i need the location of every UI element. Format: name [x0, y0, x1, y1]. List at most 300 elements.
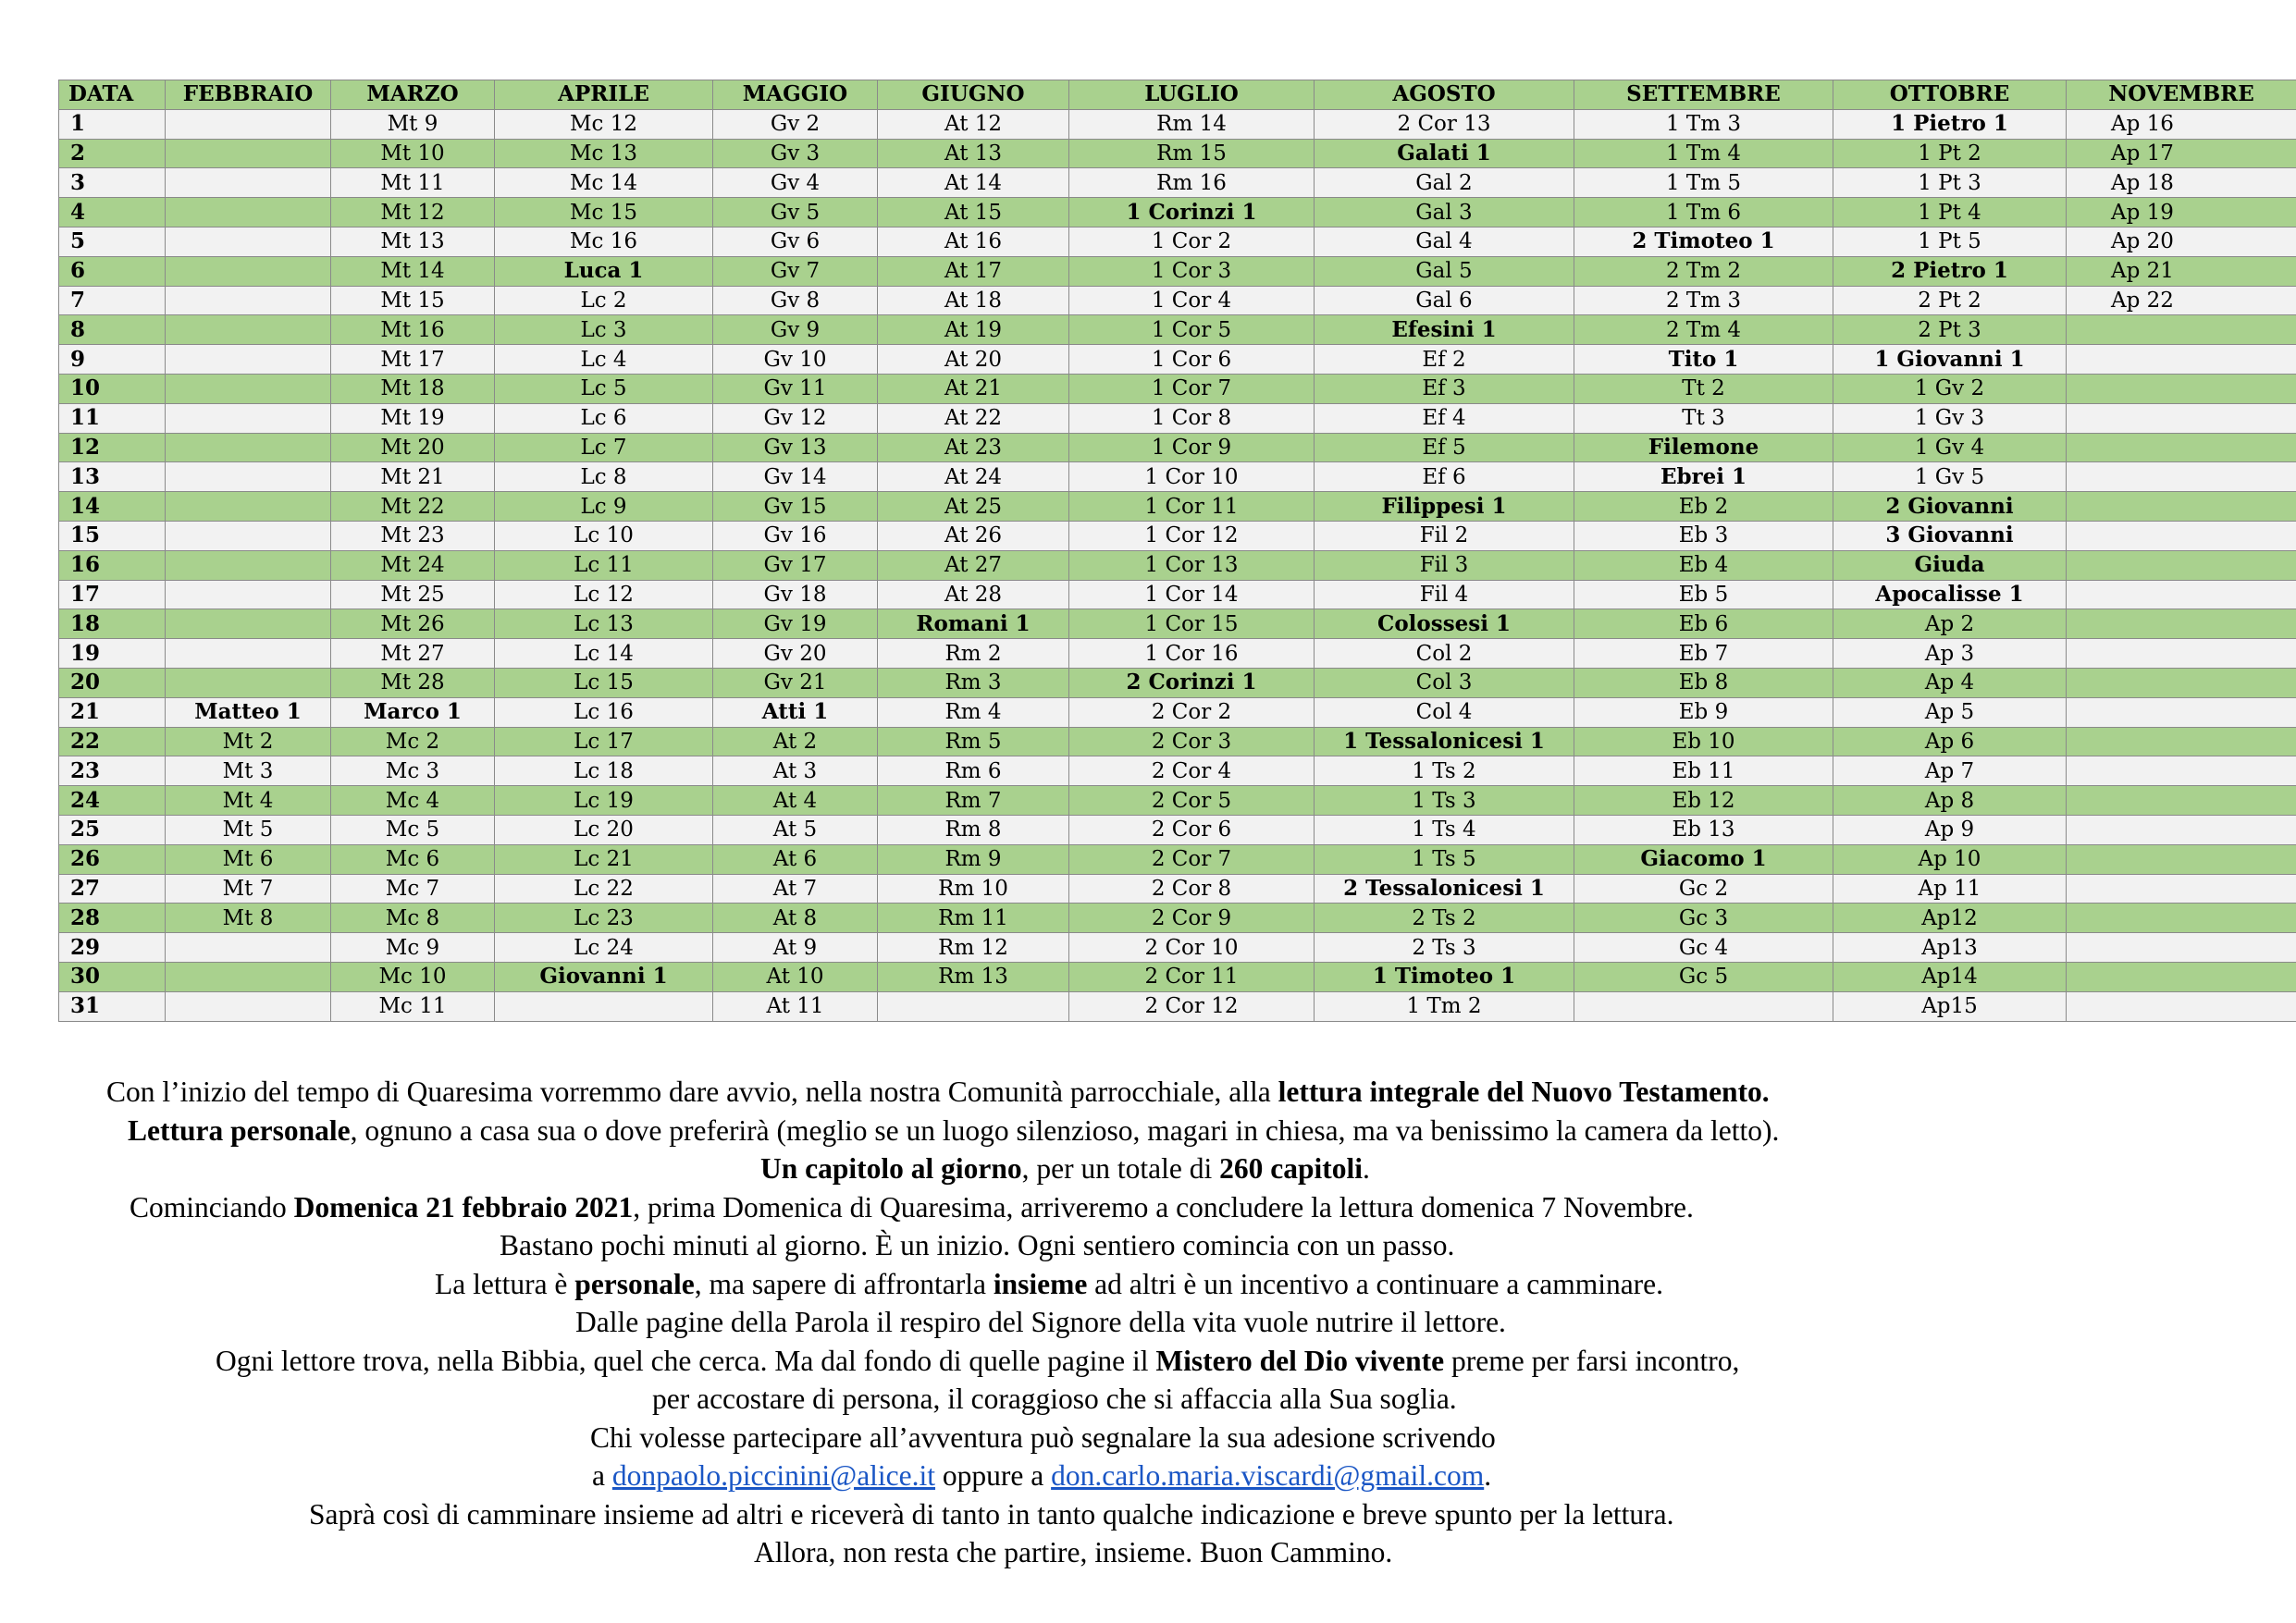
body-text: Con l’inizio del tempo di Quaresima vorremmo dare avvio, nella nostra Comunità parrocchiale, alla	[106, 1076, 1278, 1108]
reading-cell-luglio: 2 Cor 5	[1069, 786, 1315, 816]
reading-cell-marzo: Mt 22	[331, 492, 495, 522]
reading-cell-ottobre: Ap 10	[1833, 844, 2067, 874]
reading-cell-luglio: Rm 14	[1069, 109, 1315, 139]
reading-cell-luglio: 2 Cor 3	[1069, 727, 1315, 756]
emphasis-text: insieme	[993, 1267, 1088, 1300]
reading-cell-marzo: Mt 15	[331, 286, 495, 315]
reading-cell-marzo: Mt 13	[331, 227, 495, 256]
body-text: ad altri è un incentivo a continuare a camminare.	[1087, 1267, 1664, 1300]
reading-cell-novembre	[2067, 609, 2296, 639]
reading-cell-aprile: Lc 21	[495, 844, 713, 874]
reading-cell-aprile: Lc 22	[495, 874, 713, 904]
reading-cell-marzo: Mt 9	[331, 109, 495, 139]
email-link[interactable]: don.carlo.maria.viscardi@gmail.com	[1051, 1459, 1485, 1492]
reading-cell-maggio: Gv 4	[713, 168, 878, 198]
reading-cell-ottobre: Ap13	[1833, 933, 2067, 963]
reading-cell-giugno: At 27	[878, 550, 1069, 580]
announcement-line	[0, 1073, 2296, 1112]
body-text: , ma sapere di affrontarla	[694, 1267, 994, 1300]
day-number: 7	[59, 286, 166, 315]
reading-cell-aprile: Lc 4	[495, 345, 713, 375]
body-text: La lettura è	[435, 1267, 575, 1300]
reading-cell-novembre	[2067, 580, 2296, 609]
reading-cell-febbraio	[166, 433, 331, 462]
reading-cell-agosto: Colossesi 1	[1315, 609, 1574, 639]
announcement-line	[0, 1457, 2296, 1495]
reading-cell-settembre: 2 Timoteo 1	[1574, 227, 1833, 256]
reading-cell-luglio: 1 Cor 9	[1069, 433, 1315, 462]
reading-cell-luglio: 2 Cor 8	[1069, 874, 1315, 904]
reading-cell-giugno: At 19	[878, 315, 1069, 345]
reading-cell-febbraio	[166, 198, 331, 227]
reading-cell-febbraio	[166, 580, 331, 609]
emphasis-text: Domenica 21 febbraio 2021	[293, 1190, 634, 1223]
body-text: , per un totale di	[1021, 1152, 1220, 1185]
day-number: 19	[59, 639, 166, 669]
reading-cell-marzo: Mc 2	[331, 727, 495, 756]
column-header-giugno: GIUGNO	[878, 80, 1069, 110]
reading-cell-settembre: Eb 5	[1574, 580, 1833, 609]
reading-cell-luglio: 2 Cor 9	[1069, 904, 1315, 933]
reading-cell-febbraio: Mt 7	[166, 874, 331, 904]
reading-cell-agosto: Ef 6	[1315, 462, 1574, 492]
table-row	[59, 345, 2296, 375]
body-text: .	[1362, 1152, 1370, 1185]
body-text: preme per farsi incontro,	[1444, 1344, 1740, 1377]
day-number: 24	[59, 786, 166, 816]
reading-cell-novembre	[2067, 433, 2296, 462]
reading-cell-agosto: 2 Cor 13	[1315, 109, 1574, 139]
reading-cell-febbraio: Mt 3	[166, 756, 331, 786]
body-text: Saprà così di camminare insieme ad altri e riceverà di tanto in tanto qualche indicazione e breve spunto per la lettura.	[309, 1497, 1674, 1531]
reading-cell-agosto: Ef 5	[1315, 433, 1574, 462]
reading-cell-maggio: Gv 8	[713, 286, 878, 315]
reading-cell-giugno: Rm 8	[878, 815, 1069, 844]
reading-cell-ottobre: 1 Giovanni 1	[1833, 345, 2067, 375]
reading-cell-agosto: Col 4	[1315, 697, 1574, 727]
reading-cell-febbraio: Mt 4	[166, 786, 331, 816]
announcement-line	[0, 1419, 2296, 1457]
reading-cell-luglio: Rm 15	[1069, 139, 1315, 168]
emphasis-text: personale	[574, 1267, 695, 1300]
reading-cell-aprile: Lc 8	[495, 462, 713, 492]
reading-cell-ottobre: 1 Gv 5	[1833, 462, 2067, 492]
reading-cell-aprile: Luca 1	[495, 256, 713, 286]
reading-cell-maggio: At 4	[713, 786, 878, 816]
reading-cell-giugno: Rm 4	[878, 697, 1069, 727]
reading-cell-settembre: Ebrei 1	[1574, 462, 1833, 492]
column-header-aprile: APRILE	[495, 80, 713, 110]
reading-cell-febbraio	[166, 609, 331, 639]
announcement-line	[0, 1112, 2296, 1150]
reading-cell-maggio: Atti 1	[713, 697, 878, 727]
table-row	[59, 521, 2296, 550]
column-header-data: DATA	[59, 80, 166, 110]
reading-cell-febbraio	[166, 991, 331, 1021]
table-row	[59, 403, 2296, 433]
reading-cell-marzo: Mc 5	[331, 815, 495, 844]
reading-cell-novembre	[2067, 345, 2296, 375]
reading-cell-maggio: At 9	[713, 933, 878, 963]
reading-cell-aprile: Lc 9	[495, 492, 713, 522]
reading-cell-aprile: Lc 3	[495, 315, 713, 345]
reading-cell-febbraio	[166, 639, 331, 669]
reading-cell-novembre	[2067, 874, 2296, 904]
reading-cell-luglio: 1 Cor 5	[1069, 315, 1315, 345]
day-number: 3	[59, 168, 166, 198]
day-number: 28	[59, 904, 166, 933]
reading-cell-novembre	[2067, 962, 2296, 991]
reading-cell-agosto: 1 Tessalonicesi 1	[1315, 727, 1574, 756]
reading-cell-giugno: Rm 6	[878, 756, 1069, 786]
reading-cell-febbraio	[166, 286, 331, 315]
reading-cell-aprile: Lc 11	[495, 550, 713, 580]
table-row	[59, 256, 2296, 286]
reading-cell-ottobre: Ap 6	[1833, 727, 2067, 756]
reading-cell-agosto: 1 Tm 2	[1315, 991, 1574, 1021]
body-text: , ognuno a casa sua o dove preferirà (meglio se un luogo silenzioso, magari in chiesa, ma va benissimo la camera da letto).	[350, 1113, 1780, 1147]
reading-cell-giugno: Rm 7	[878, 786, 1069, 816]
day-number: 20	[59, 668, 166, 697]
reading-cell-maggio: Gv 9	[713, 315, 878, 345]
reading-cell-aprile: Lc 20	[495, 815, 713, 844]
column-header-maggio: MAGGIO	[713, 80, 878, 110]
reading-cell-ottobre: Giuda	[1833, 550, 2067, 580]
reading-cell-luglio: 2 Cor 10	[1069, 933, 1315, 963]
reading-cell-novembre: Ap 17	[2067, 139, 2296, 168]
reading-cell-aprile: Lc 23	[495, 904, 713, 933]
reading-cell-novembre	[2067, 904, 2296, 933]
table-row	[59, 727, 2296, 756]
reading-cell-marzo: Mt 25	[331, 580, 495, 609]
reading-cell-luglio: 1 Cor 3	[1069, 256, 1315, 286]
day-number: 8	[59, 315, 166, 345]
column-header-luglio: LUGLIO	[1069, 80, 1315, 110]
table-row	[59, 550, 2296, 580]
reading-cell-marzo: Mc 7	[331, 874, 495, 904]
reading-cell-maggio: Gv 14	[713, 462, 878, 492]
reading-cell-febbraio: Mt 6	[166, 844, 331, 874]
reading-cell-giugno: At 22	[878, 403, 1069, 433]
reading-cell-luglio: 1 Cor 8	[1069, 403, 1315, 433]
reading-cell-settembre: Tito 1	[1574, 345, 1833, 375]
reading-cell-giugno: At 23	[878, 433, 1069, 462]
reading-cell-agosto: Col 2	[1315, 639, 1574, 669]
reading-cell-settembre: Eb 7	[1574, 639, 1833, 669]
reading-cell-novembre	[2067, 815, 2296, 844]
reading-cell-aprile: Lc 14	[495, 639, 713, 669]
reading-cell-settembre: 1 Tm 4	[1574, 139, 1833, 168]
reading-cell-aprile: Mc 13	[495, 139, 713, 168]
reading-cell-ottobre: 2 Pt 3	[1833, 315, 2067, 345]
reading-cell-aprile: Lc 12	[495, 580, 713, 609]
reading-cell-agosto: Col 3	[1315, 668, 1574, 697]
reading-cell-ottobre: 1 Pt 3	[1833, 168, 2067, 198]
table-row	[59, 139, 2296, 168]
reading-cell-febbraio	[166, 492, 331, 522]
reading-cell-giugno: At 20	[878, 345, 1069, 375]
reading-cell-agosto: 1 Timoteo 1	[1315, 962, 1574, 991]
reading-cell-marzo: Mt 19	[331, 403, 495, 433]
table-row	[59, 844, 2296, 874]
reading-cell-febbraio	[166, 227, 331, 256]
reading-cell-maggio: Gv 5	[713, 198, 878, 227]
reading-cell-giugno: Rm 9	[878, 844, 1069, 874]
column-header-ottobre: OTTOBRE	[1833, 80, 2067, 110]
reading-cell-febbraio	[166, 521, 331, 550]
reading-cell-agosto: 2 Ts 2	[1315, 904, 1574, 933]
reading-cell-novembre	[2067, 315, 2296, 345]
reading-cell-giugno: At 28	[878, 580, 1069, 609]
reading-cell-novembre	[2067, 374, 2296, 403]
reading-cell-agosto: Ef 3	[1315, 374, 1574, 403]
reading-cell-maggio: Gv 12	[713, 403, 878, 433]
reading-cell-marzo: Mc 3	[331, 756, 495, 786]
reading-cell-maggio: At 11	[713, 991, 878, 1021]
table-row	[59, 168, 2296, 198]
body-text: Dalle pagine della Parola il respiro del Signore della vita vuole nutrire il lettore.	[575, 1306, 1506, 1338]
day-number: 29	[59, 933, 166, 963]
reading-cell-giugno: At 13	[878, 139, 1069, 168]
reading-cell-aprile: Giovanni 1	[495, 962, 713, 991]
reading-cell-novembre	[2067, 550, 2296, 580]
announcement-line	[0, 1150, 2296, 1188]
day-number: 1	[59, 109, 166, 139]
announcement-line	[0, 1303, 2296, 1342]
reading-cell-settembre: 2 Tm 4	[1574, 315, 1833, 345]
reading-cell-marzo: Mt 24	[331, 550, 495, 580]
reading-cell-agosto: Ef 4	[1315, 403, 1574, 433]
reading-cell-novembre: Ap 19	[2067, 198, 2296, 227]
reading-cell-giugno: At 15	[878, 198, 1069, 227]
reading-cell-ottobre: 1 Pt 4	[1833, 198, 2067, 227]
reading-cell-agosto: Galati 1	[1315, 139, 1574, 168]
body-text: Chi volesse partecipare all’avventura può segnalare la sua adesione scrivendo	[590, 1420, 1496, 1454]
reading-cell-agosto: 2 Ts 3	[1315, 933, 1574, 963]
reading-cell-novembre: Ap 20	[2067, 227, 2296, 256]
reading-cell-luglio: Rm 16	[1069, 168, 1315, 198]
reading-cell-ottobre: Apocalisse 1	[1833, 580, 2067, 609]
reading-cell-novembre	[2067, 933, 2296, 963]
body-text: a	[592, 1459, 612, 1492]
reading-cell-giugno: Rm 12	[878, 933, 1069, 963]
body-text: Ogni lettore trova, nella Bibbia, quel che cerca. Ma dal fondo di quelle pagine il	[216, 1344, 1156, 1377]
reading-cell-giugno: Romani 1	[878, 609, 1069, 639]
reading-cell-novembre	[2067, 844, 2296, 874]
reading-cell-ottobre: Ap14	[1833, 962, 2067, 991]
reading-cell-luglio: 1 Cor 11	[1069, 492, 1315, 522]
table-row	[59, 109, 2296, 139]
table-header-row	[59, 80, 2296, 110]
reading-cell-agosto: Fil 2	[1315, 521, 1574, 550]
table-row	[59, 668, 2296, 697]
reading-cell-novembre	[2067, 639, 2296, 669]
reading-cell-aprile	[495, 991, 713, 1021]
reading-cell-marzo: Mt 21	[331, 462, 495, 492]
reading-cell-febbraio	[166, 668, 331, 697]
reading-cell-maggio: Gv 21	[713, 668, 878, 697]
reading-cell-ottobre: Ap 2	[1833, 609, 2067, 639]
reading-cell-giugno: At 24	[878, 462, 1069, 492]
reading-cell-novembre	[2067, 786, 2296, 816]
reading-cell-settembre: 2 Tm 3	[1574, 286, 1833, 315]
reading-cell-aprile: Lc 16	[495, 697, 713, 727]
reading-cell-maggio: Gv 13	[713, 433, 878, 462]
reading-cell-ottobre: Ap 8	[1833, 786, 2067, 816]
column-header-agosto: AGOSTO	[1315, 80, 1574, 110]
day-number: 17	[59, 580, 166, 609]
reading-cell-maggio: Gv 11	[713, 374, 878, 403]
reading-cell-ottobre: 3 Giovanni	[1833, 521, 2067, 550]
table-row	[59, 933, 2296, 963]
reading-cell-aprile: Mc 14	[495, 168, 713, 198]
reading-cell-settembre: Gc 3	[1574, 904, 1833, 933]
body-text: .	[1484, 1459, 1492, 1492]
reading-cell-maggio: At 2	[713, 727, 878, 756]
reading-cell-marzo: Mt 20	[331, 433, 495, 462]
reading-cell-ottobre: Ap 3	[1833, 639, 2067, 669]
reading-cell-febbraio	[166, 315, 331, 345]
reading-cell-maggio: At 8	[713, 904, 878, 933]
reading-cell-marzo: Mc 10	[331, 962, 495, 991]
reading-cell-giugno: Rm 11	[878, 904, 1069, 933]
body-text: oppure a	[935, 1459, 1052, 1492]
reading-cell-maggio: Gv 16	[713, 521, 878, 550]
day-number: 14	[59, 492, 166, 522]
table-row	[59, 756, 2296, 786]
day-number: 27	[59, 874, 166, 904]
reading-cell-settembre: Eb 12	[1574, 786, 1833, 816]
reading-cell-ottobre: Ap 9	[1833, 815, 2067, 844]
reading-cell-febbraio	[166, 374, 331, 403]
reading-cell-febbraio	[166, 109, 331, 139]
reading-cell-luglio: 1 Cor 10	[1069, 462, 1315, 492]
reading-cell-giugno: Rm 3	[878, 668, 1069, 697]
reading-cell-marzo: Mt 12	[331, 198, 495, 227]
reading-cell-marzo: Mt 17	[331, 345, 495, 375]
reading-cell-febbraio	[166, 168, 331, 198]
reading-cell-febbraio	[166, 256, 331, 286]
reading-cell-luglio: 1 Cor 12	[1069, 521, 1315, 550]
reading-cell-settembre: 1 Tm 3	[1574, 109, 1833, 139]
reading-cell-agosto: Gal 2	[1315, 168, 1574, 198]
reading-cell-aprile: Lc 6	[495, 403, 713, 433]
reading-cell-marzo: Mt 28	[331, 668, 495, 697]
reading-cell-giugno	[878, 991, 1069, 1021]
reading-cell-settembre: Eb 6	[1574, 609, 1833, 639]
table-row	[59, 639, 2296, 669]
day-number: 4	[59, 198, 166, 227]
reading-cell-febbraio	[166, 139, 331, 168]
reading-cell-aprile: Lc 15	[495, 668, 713, 697]
reading-cell-giugno: Rm 5	[878, 727, 1069, 756]
reading-cell-aprile: Lc 5	[495, 374, 713, 403]
reading-cell-novembre: Ap 21	[2067, 256, 2296, 286]
reading-cell-maggio: Gv 6	[713, 227, 878, 256]
reading-cell-maggio: Gv 15	[713, 492, 878, 522]
reading-cell-aprile: Mc 16	[495, 227, 713, 256]
reading-cell-aprile: Lc 7	[495, 433, 713, 462]
table-row	[59, 286, 2296, 315]
announcement-line	[0, 1226, 2296, 1265]
reading-calendar-table	[58, 80, 2296, 1022]
reading-cell-agosto: Gal 3	[1315, 198, 1574, 227]
reading-cell-ottobre: Ap15	[1833, 991, 2067, 1021]
emphasis-text: lettura integrale del Nuovo Testamento.	[1278, 1076, 1770, 1108]
reading-cell-ottobre: Ap 11	[1833, 874, 2067, 904]
reading-cell-giugno: At 17	[878, 256, 1069, 286]
reading-cell-febbraio: Mt 5	[166, 815, 331, 844]
reading-cell-febbraio	[166, 550, 331, 580]
column-header-novembre: NOVEMBRE	[2067, 80, 2296, 110]
table-row	[59, 962, 2296, 991]
reading-cell-luglio: 1 Cor 7	[1069, 374, 1315, 403]
reading-cell-settembre: 1 Tm 6	[1574, 198, 1833, 227]
reading-cell-marzo: Mc 6	[331, 844, 495, 874]
day-number: 25	[59, 815, 166, 844]
reading-cell-settembre: 1 Tm 5	[1574, 168, 1833, 198]
reading-cell-luglio: 1 Cor 13	[1069, 550, 1315, 580]
reading-cell-agosto: Gal 5	[1315, 256, 1574, 286]
announcement-line	[0, 1380, 2296, 1419]
reading-cell-maggio: At 3	[713, 756, 878, 786]
reading-cell-novembre	[2067, 727, 2296, 756]
reading-cell-luglio: 2 Cor 12	[1069, 991, 1315, 1021]
reading-cell-maggio: At 10	[713, 962, 878, 991]
reading-cell-aprile: Lc 2	[495, 286, 713, 315]
reading-cell-giugno: At 26	[878, 521, 1069, 550]
day-number: 10	[59, 374, 166, 403]
reading-cell-aprile: Mc 15	[495, 198, 713, 227]
day-number: 11	[59, 403, 166, 433]
announcement-line	[0, 1533, 2296, 1572]
reading-cell-settembre: Eb 13	[1574, 815, 1833, 844]
reading-cell-luglio: 2 Cor 11	[1069, 962, 1315, 991]
reading-cell-novembre	[2067, 492, 2296, 522]
body-text: Bastano pochi minuti al giorno. È un inizio. Ogni sentiero comincia con un passo.	[500, 1229, 1455, 1261]
day-number: 9	[59, 345, 166, 375]
reading-cell-luglio: 2 Cor 6	[1069, 815, 1315, 844]
table-row	[59, 315, 2296, 345]
reading-cell-giugno: At 18	[878, 286, 1069, 315]
reading-cell-giugno: At 14	[878, 168, 1069, 198]
reading-cell-settembre: Eb 11	[1574, 756, 1833, 786]
reading-cell-agosto: Fil 4	[1315, 580, 1574, 609]
reading-cell-luglio: 1 Cor 14	[1069, 580, 1315, 609]
reading-cell-marzo: Mt 16	[331, 315, 495, 345]
reading-cell-agosto: Gal 4	[1315, 227, 1574, 256]
email-link[interactable]: donpaolo.piccinini@alice.it	[611, 1459, 936, 1492]
table-row	[59, 198, 2296, 227]
reading-cell-novembre	[2067, 403, 2296, 433]
reading-cell-settembre: Eb 2	[1574, 492, 1833, 522]
day-number: 5	[59, 227, 166, 256]
reading-cell-ottobre: 1 Gv 2	[1833, 374, 2067, 403]
reading-cell-ottobre: 2 Pt 2	[1833, 286, 2067, 315]
day-number: 12	[59, 433, 166, 462]
reading-cell-giugno: At 21	[878, 374, 1069, 403]
reading-cell-ottobre: 1 Pietro 1	[1833, 109, 2067, 139]
reading-cell-aprile: Lc 19	[495, 786, 713, 816]
reading-cell-settembre: Eb 10	[1574, 727, 1833, 756]
reading-cell-maggio: Gv 18	[713, 580, 878, 609]
reading-cell-settembre: Giacomo 1	[1574, 844, 1833, 874]
reading-cell-ottobre: Ap 5	[1833, 697, 2067, 727]
reading-cell-novembre	[2067, 991, 2296, 1021]
reading-cell-febbraio: Mt 2	[166, 727, 331, 756]
reading-cell-aprile: Lc 10	[495, 521, 713, 550]
day-number: 22	[59, 727, 166, 756]
